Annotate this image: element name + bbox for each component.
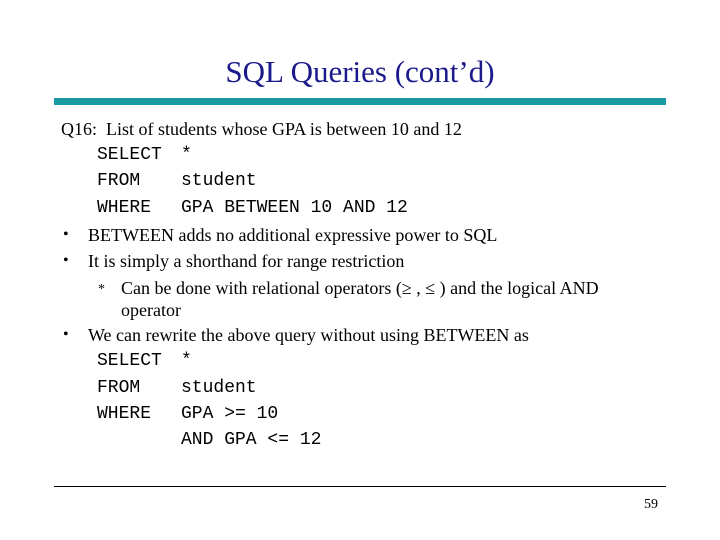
bullet-marker: • [63,226,69,243]
sub-bullet-marker: * [98,282,105,297]
footer-divider [54,486,666,487]
query1-select-keyword: SELECT [97,145,162,165]
bullet-marker: • [63,252,69,269]
bullet-text-3: We can rewrite the above query without using BETWEEN as [88,325,529,345]
query2-select-keyword: SELECT [97,351,162,371]
bullet-text-2: It is simply a shorthand for range restriction [88,251,405,271]
sub-bullet-text-line1: Can be done with relational operators (≥ , ≤ ) and the logical AND [121,278,599,298]
query2-where-keyword: WHERE [97,404,152,424]
question-text: Q16: List of students whose GPA is between 10 and 12 [61,119,462,139]
query2-where-value: GPA >= 10 [181,404,279,424]
bullet-text-1: BETWEEN adds no additional expressive power to SQL [88,225,498,245]
query1-where-keyword: WHERE [97,198,152,218]
query1-from-keyword: FROM [97,171,141,191]
title-divider [54,98,666,105]
query1-select-value: * [181,145,192,165]
query2-and-value: AND GPA <= 12 [181,430,322,450]
query2-select-value: * [181,351,192,371]
sub-bullet-text-line2: operator [121,300,181,320]
bullet-marker: • [63,326,69,343]
query2-from-keyword: FROM [97,378,141,398]
query1-where-value: GPA BETWEEN 10 AND 12 [181,198,408,218]
slide-title: SQL Queries (cont’d) [225,54,495,89]
page-number: 59 [644,497,658,512]
query2-from-value: student [181,378,257,398]
query1-from-value: student [181,171,257,191]
